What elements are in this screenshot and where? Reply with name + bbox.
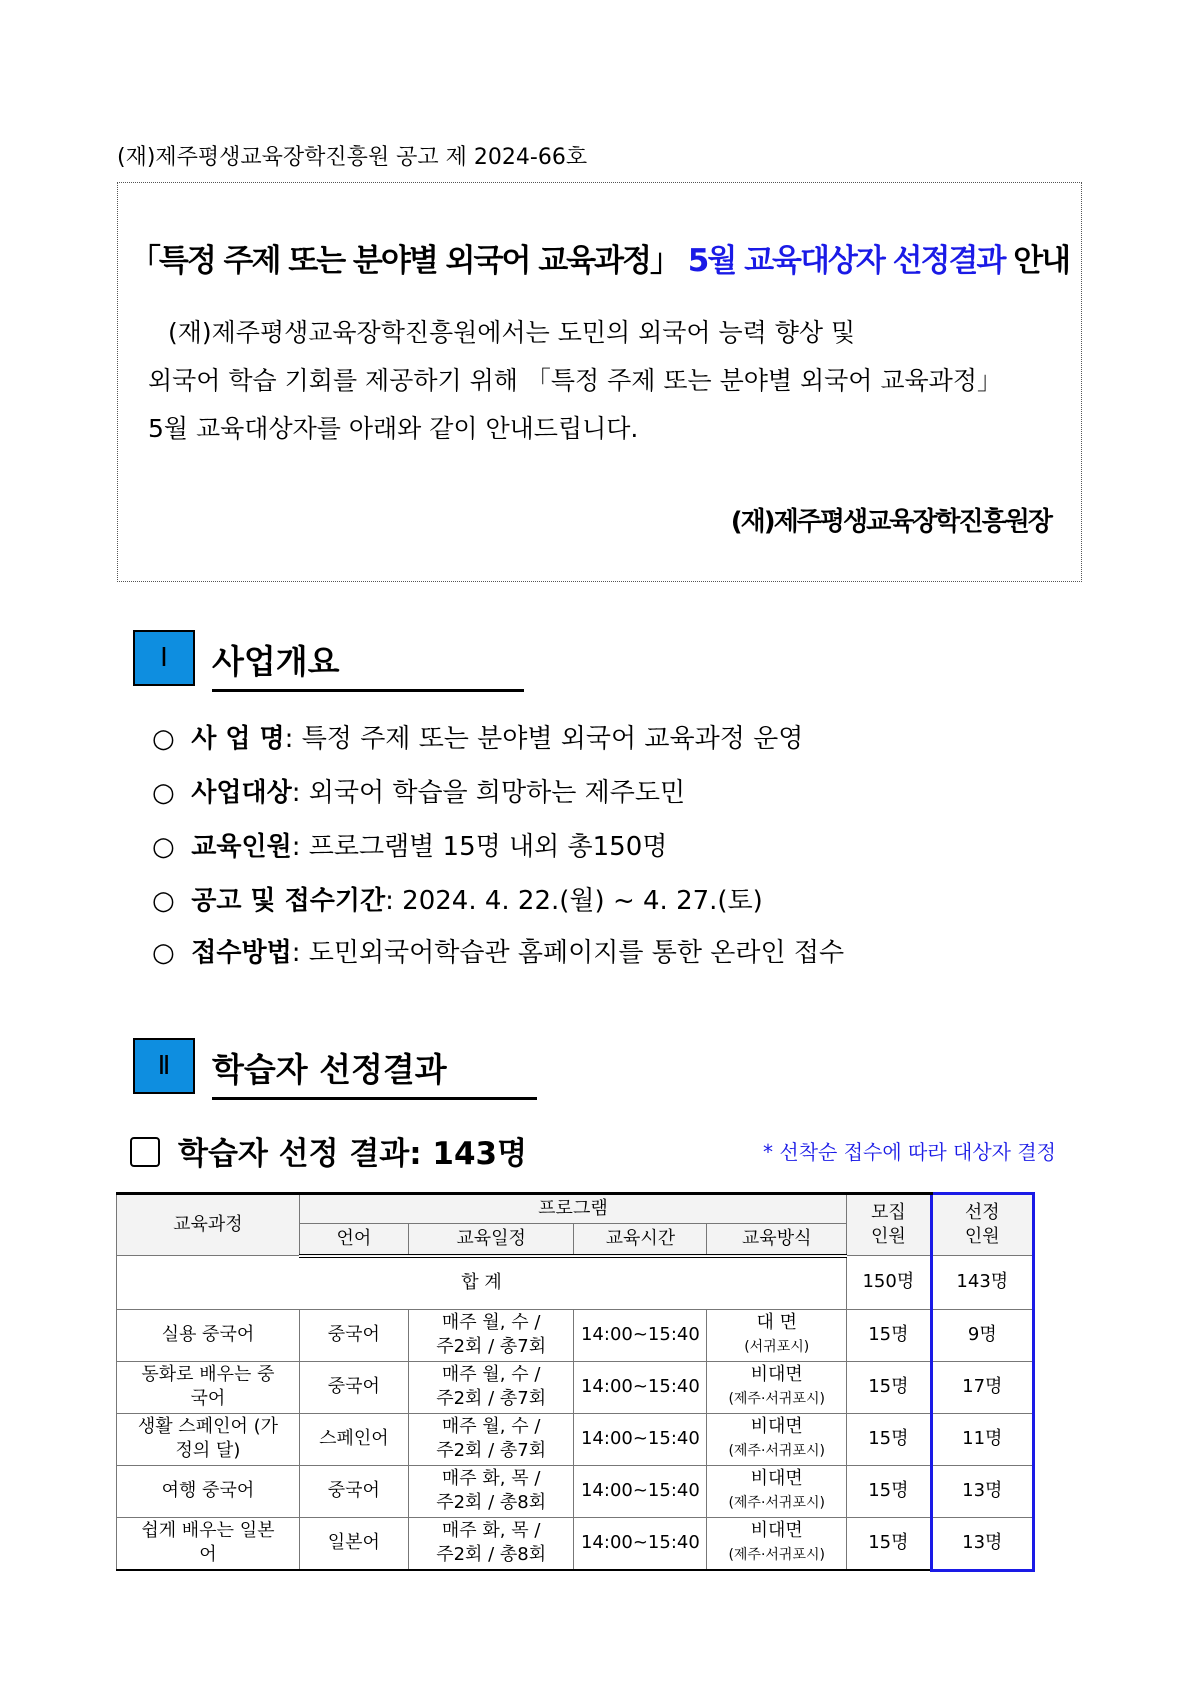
cell-selected: 13명 bbox=[931, 1465, 1033, 1517]
cell-course: 실용 중국어 bbox=[117, 1309, 300, 1361]
cell-recruit: 15명 bbox=[847, 1361, 932, 1413]
cell-recruit: 15명 bbox=[847, 1517, 932, 1570]
item-label: 사업대상 bbox=[191, 778, 292, 808]
schedule-count: 주2회 / 총8회 bbox=[436, 1544, 547, 1566]
table-row bbox=[117, 1517, 1034, 1570]
overview-item bbox=[152, 772, 685, 809]
schedule-days: 매주 월, 수 / bbox=[441, 1416, 541, 1437]
table-row bbox=[117, 1465, 1034, 1517]
cell-selected: 11명 bbox=[931, 1413, 1033, 1465]
total-label: 합 계 bbox=[117, 1256, 847, 1310]
item-text: : 도민외국어학습관 홈페이지를 통한 온라인 접수 bbox=[291, 938, 845, 968]
cell-method bbox=[707, 1309, 847, 1361]
header-selected: 선정 인원 bbox=[931, 1194, 1033, 1256]
cell-time: 14:00~15:40 bbox=[574, 1309, 707, 1361]
cell-course: 여행 중국어 bbox=[117, 1465, 300, 1517]
header-recruit: 모집 인원 bbox=[847, 1194, 932, 1256]
results-table bbox=[116, 1192, 1035, 1572]
cell-time: 14:00~15:40 bbox=[574, 1361, 707, 1413]
method-place: (서귀포시) bbox=[744, 1339, 810, 1355]
cell-schedule bbox=[408, 1413, 574, 1465]
header-program: 프로그램 bbox=[299, 1194, 846, 1224]
method: 비대면 bbox=[750, 1364, 803, 1385]
table-row bbox=[117, 1413, 1034, 1465]
intro-line: (재)제주평생교육장학진흥원에서는 도민의 외국어 능력 향상 및 bbox=[168, 318, 856, 347]
schedule-days: 매주 화, 목 / bbox=[441, 1520, 541, 1542]
result-subheading bbox=[130, 1128, 527, 1173]
header-schedule: 교육일정 bbox=[408, 1224, 574, 1256]
method: 비대면 bbox=[750, 1468, 803, 1489]
header-method: 교육방식 bbox=[707, 1224, 847, 1256]
method-place: (제주·서귀포시) bbox=[728, 1443, 825, 1459]
method: 비대면 bbox=[750, 1416, 803, 1437]
item-text: : 특정 주제 또는 분야별 외국어 교육과정 운영 bbox=[284, 724, 804, 754]
cell-language: 중국어 bbox=[299, 1465, 408, 1517]
schedule-count: 주2회 / 총7회 bbox=[436, 1440, 547, 1461]
overview-item bbox=[152, 718, 803, 755]
schedule-count: 주2회 / 총8회 bbox=[436, 1492, 547, 1513]
title-highlight: 5월 교육대상자 선정결과 bbox=[687, 243, 1005, 279]
schedule-days: 매주 월, 수 / bbox=[441, 1364, 541, 1385]
header-course: 교육과정 bbox=[117, 1194, 300, 1256]
cell-language: 스페인어 bbox=[299, 1413, 408, 1465]
item-text: : 프로그램별 15명 내외 총150명 bbox=[291, 832, 668, 862]
item-label: 접수방법 bbox=[191, 938, 292, 968]
item-text: : 2024. 4. 22.(월) ~ 4. 27.(토) bbox=[385, 886, 763, 916]
header-language: 언어 bbox=[299, 1224, 408, 1256]
cell-recruit: 15명 bbox=[847, 1309, 932, 1361]
item-text: : 외국어 학습을 희망하는 제주도민 bbox=[291, 778, 686, 808]
total-selected: 143명 bbox=[931, 1256, 1033, 1310]
item-label: 공고 및 접수기간 bbox=[191, 886, 386, 916]
method: 대 면 bbox=[756, 1312, 797, 1333]
cell-schedule bbox=[408, 1309, 574, 1361]
section-title: 사업개요 bbox=[212, 636, 524, 692]
circle-bullet-icon: ○ bbox=[152, 938, 175, 968]
intro-line: 외국어 학습 기회를 제공하기 위해 「특정 주제 또는 분야별 외국어 교육과정」 bbox=[148, 366, 1002, 395]
cell-language: 중국어 bbox=[299, 1309, 408, 1361]
notice-number: (재)제주평생교육장학진흥원 공고 제 2024-66호 bbox=[117, 145, 588, 170]
total-row bbox=[117, 1256, 1034, 1310]
circle-bullet-icon: ○ bbox=[152, 832, 175, 862]
table-row bbox=[117, 1361, 1034, 1413]
overview-item bbox=[152, 826, 667, 863]
cell-time: 14:00~15:40 bbox=[574, 1517, 707, 1570]
circle-bullet-icon: ○ bbox=[152, 778, 175, 808]
schedule-days: 매주 월, 수 / bbox=[441, 1312, 541, 1333]
subheading-text: 학습자 선정 결과: 143명 bbox=[178, 1136, 528, 1172]
cell-method bbox=[707, 1517, 847, 1570]
overview-item bbox=[152, 932, 844, 969]
cell-method bbox=[707, 1465, 847, 1517]
cell-language: 일본어 bbox=[299, 1517, 408, 1570]
cell-time: 14:00~15:40 bbox=[574, 1465, 707, 1517]
method-place: (제주·서귀포시) bbox=[728, 1547, 825, 1564]
schedule-count: 주2회 / 총7회 bbox=[436, 1388, 547, 1409]
cell-method bbox=[707, 1413, 847, 1465]
cell-course: 동화로 배우는 중국어 bbox=[117, 1361, 300, 1413]
overview-item bbox=[152, 880, 763, 917]
cell-language: 중국어 bbox=[299, 1361, 408, 1413]
cell-method bbox=[707, 1361, 847, 1413]
header-time: 교육시간 bbox=[574, 1224, 707, 1256]
table-row bbox=[117, 1309, 1034, 1361]
signature: (재)제주평생교육장학진흥원장 bbox=[730, 507, 1051, 537]
schedule-days: 매주 화, 목 / bbox=[441, 1468, 541, 1489]
method-place: (제주·서귀포시) bbox=[728, 1391, 825, 1407]
method: 비대면 bbox=[750, 1520, 803, 1542]
section-number: Ⅰ bbox=[133, 630, 195, 686]
section-number: Ⅱ bbox=[133, 1038, 195, 1094]
item-label: 사 업 명 bbox=[191, 724, 285, 754]
cell-selected: 13명 bbox=[931, 1517, 1033, 1570]
cell-course: 쉽게 배우는 일본어 bbox=[117, 1517, 300, 1570]
cell-schedule bbox=[408, 1465, 574, 1517]
method-place: (제주·서귀포시) bbox=[728, 1495, 825, 1511]
cell-recruit: 15명 bbox=[847, 1465, 932, 1517]
cell-time: 14:00~15:40 bbox=[574, 1413, 707, 1465]
cell-selected: 17명 bbox=[931, 1361, 1033, 1413]
section-title: 학습자 선정결과 bbox=[212, 1044, 537, 1100]
cell-schedule bbox=[408, 1517, 574, 1570]
title-part3: 안내 bbox=[1013, 243, 1070, 279]
schedule-count: 주2회 / 총7회 bbox=[436, 1336, 547, 1357]
circle-bullet-icon: ○ bbox=[152, 886, 175, 916]
title-part1: 「특정 주제 또는 분야별 외국어 교육과정」 bbox=[129, 243, 679, 279]
document-title bbox=[118, 235, 1081, 280]
cell-selected: 9명 bbox=[931, 1309, 1033, 1361]
checkbox-icon bbox=[130, 1137, 160, 1167]
cell-schedule bbox=[408, 1361, 574, 1413]
announcement-box bbox=[117, 182, 1082, 582]
circle-bullet-icon: ○ bbox=[152, 724, 175, 754]
selection-note: * 선착순 접수에 따라 대상자 결정 bbox=[763, 1140, 1056, 1164]
total-recruit: 150명 bbox=[847, 1256, 932, 1310]
cell-recruit: 15명 bbox=[847, 1413, 932, 1465]
item-label: 교육인원 bbox=[191, 832, 292, 862]
intro-line: 5월 교육대상자를 아래와 같이 안내드립니다. bbox=[148, 414, 639, 443]
cell-course: 생활 스페인어 (가정의 달) bbox=[117, 1413, 300, 1465]
